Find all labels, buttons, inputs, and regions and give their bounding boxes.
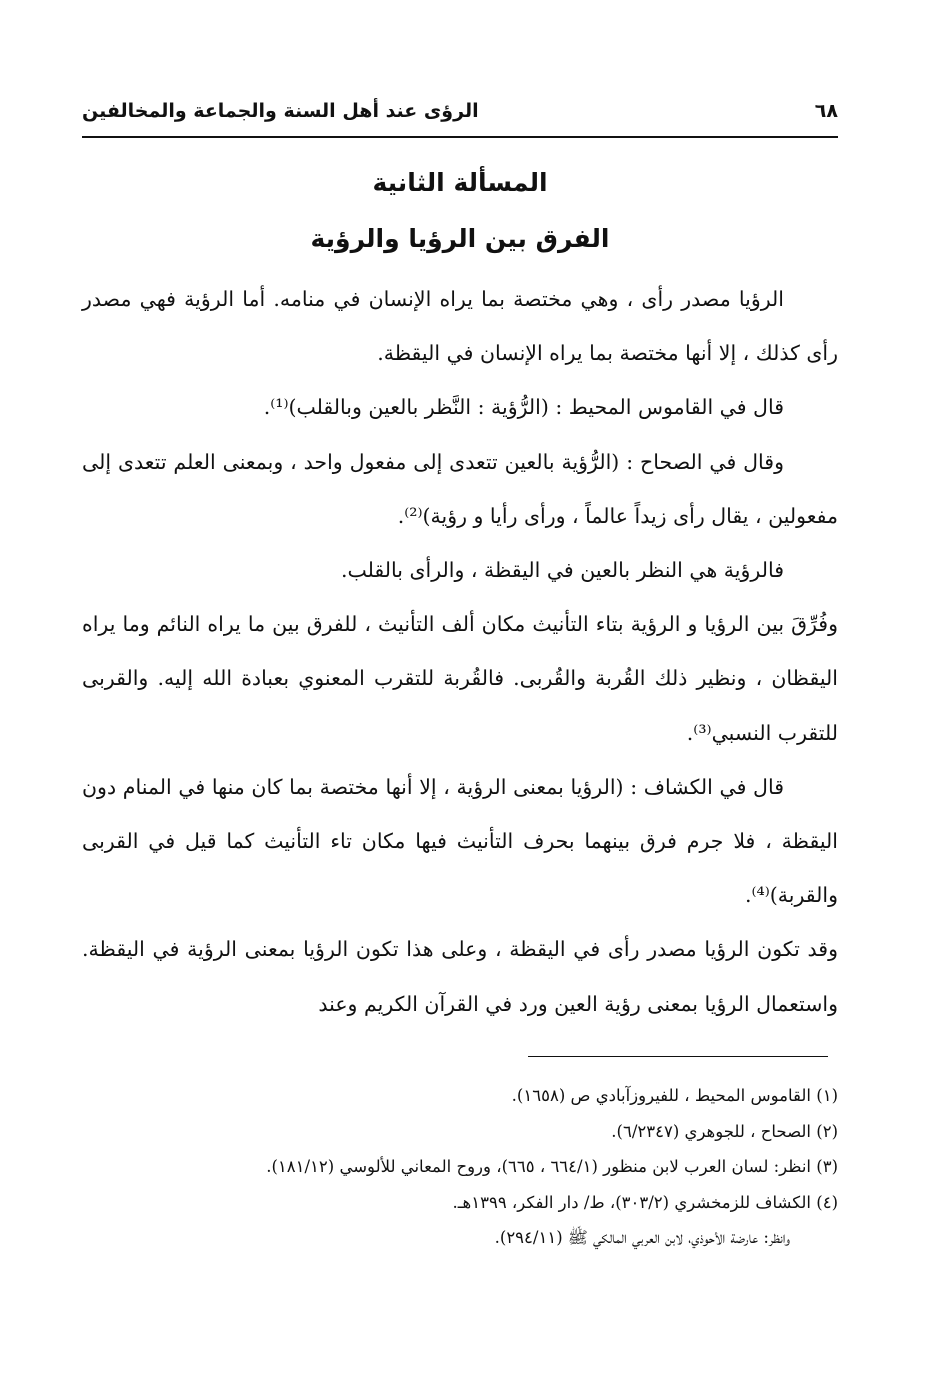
paragraph-waking-usage: وقد تكون الرؤيا مصدر رأى في اليقظة ، وعلى هذا تكون الرؤيا بمعنى الرؤية في اليقظة. واستعمال الرؤيا بمعنى رؤية العين ورد في القرآن الكريم وعند <box>82 937 838 1016</box>
footnote-3: (٣) انظر: لسان العرب لابن منظور (٦٦٤/١ ، ٦٦٥)، وروح المعاني للألوسي (١٨١/١٢). <box>266 1157 838 1176</box>
paragraph-kashshaf-quote: قال في الكشاف : (الرؤيا بمعنى الرؤية ، إلا أنها مختصة بما كان منها في المنام دون اليقظة ، فلا جرم فرق بينهما بحرف التأنيث فيها مكان تاء التأنيث كما قيل في القربى والقربة)⁽⁴⁾. <box>82 774 838 908</box>
paragraph-sihah-quote: وقال في الصحاح : (الرُّؤية بالعين تتعدى إلى مفعول واحد ، وبمعنى العلم تتعدى إلى مفعولين ، يقال رأى زيداً عالماً ، ورأى رأيا و رؤية)⁽²⁾. <box>82 449 838 528</box>
paragraph-qamus-quote: قال في القاموس المحيط : (الرُّؤية : النَّظر بالعين وبالقلب)⁽¹⁾. <box>263 395 784 420</box>
body-text <box>82 272 838 1031</box>
book-page <box>82 0 838 1387</box>
footnote-2: (٢) الصحاح ، للجوهري (٦/٢٣٤٧). <box>611 1121 838 1141</box>
footnote-1: (١) القاموس المحيط ، للفيروزآبادي ص (١٦٥٨). <box>511 1086 838 1105</box>
footnotes <box>82 1078 838 1256</box>
paragraph-definitions: الرؤيا مصدر رأى ، وهي مختصة بما يراه الإنسان في منامه. أما الرؤية فهي مصدر رأى كذلك ، إلا أنها مختصة بما يراه الإنسان في اليقظة. <box>82 287 838 366</box>
running-head <box>82 93 838 129</box>
footnote-4: (٤) الكشاف للزمخشري (٣٠٣/٢)، ط/ دار الفكر، ١٣٩٩هـ. <box>452 1192 838 1212</box>
page-number: ٦٨ <box>814 100 838 122</box>
header-rule <box>82 136 838 138</box>
section-title: المسألة الثانية <box>372 168 548 197</box>
running-title: الرؤى عند أهل السنة والجماعة والمخالفين <box>82 100 479 122</box>
footnote-4-continuation: وانظر: عارضة الأحوذي، لابن العربي المالكي ﷺ (٢٩٤/١١). <box>494 1228 790 1247</box>
footnote-rule <box>528 1056 828 1057</box>
paragraph-summary: فالرؤية هي النظر بالعين في اليقظة ، والرأى بالقلب. <box>340 558 784 583</box>
section-subtitle: الفرق بين الرؤيا والرؤية <box>310 224 610 253</box>
paragraph-distinction: وفُرِّقَ بين الرؤيا و الرؤية بتاء التأنيث مكان ألف التأنيث ، للفرق بين ما يراه النائم وما يراه اليقظان ، ونظير ذلك القُربة والقُربى. فالقُربة للتقرب المعنوي بعبادة الله إليه. والقربى للتقرب النسبي⁽³⁾. <box>82 612 838 745</box>
